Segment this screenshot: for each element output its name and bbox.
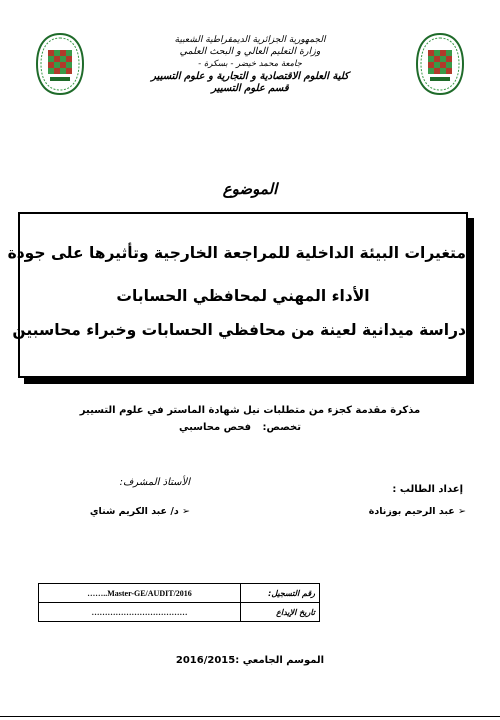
institution-header	[130, 34, 370, 95]
student-name-row	[369, 506, 466, 517]
season-value: 2016/2015:	[175, 655, 240, 666]
student-label: إعداد الطالب :	[392, 484, 463, 495]
title-line-1: متغيرات البيئة الداخلية للمراجعة الخارجية وتأثيرها على جودة	[7, 244, 466, 262]
university-emblem-icon	[35, 32, 85, 96]
faculty-line: كلية العلوم الاقتصادية و التجارية و علوم التسيير	[151, 70, 349, 82]
university-line: جامعة محمد خيضر - بسكرة -	[198, 59, 302, 70]
specialty-line	[100, 422, 380, 433]
specialty-value: فحص محاسبي	[178, 422, 252, 433]
memo-statement: مذكرة مقدمة كجزء من متطلبات نيل شهادة الماستر في علوم التسيير	[79, 405, 421, 416]
registration-table	[38, 583, 320, 622]
registration-number: ……..Master-GE/AUDIT/2016	[39, 584, 241, 603]
table-row	[39, 603, 320, 622]
season-label: الموسم الجامعي	[242, 655, 325, 666]
department-line: قسم علوم التسيير	[211, 82, 289, 94]
ministry-line: وزارة التعليم العالي و البحث العلمي	[179, 46, 321, 58]
supervisor-name-row	[90, 506, 190, 517]
supervisor-label: الأستاذ المشرف:	[119, 477, 190, 488]
table-row	[39, 584, 320, 603]
university-logo-left	[35, 32, 85, 96]
deposit-date: ………………………………	[39, 603, 241, 622]
arrow-bullet-icon: ➢	[182, 506, 190, 517]
academic-season	[150, 655, 350, 666]
page-divider	[0, 716, 500, 717]
specialty-label: تخصص:	[262, 422, 302, 433]
university-emblem-icon	[415, 32, 465, 96]
student-name: عبد الرحيم بوزنادة	[368, 506, 455, 517]
title-line-3: دراسة ميدانية لعينة من محافظي الحسابات وخبراء محاسبين	[12, 321, 466, 339]
deposit-date-label: تاريخ الإيداع	[241, 603, 320, 622]
subject-label: الموضوع	[222, 180, 278, 198]
republic-line: الجمهورية الجزائرية الديمقراطية الشعبية	[174, 35, 326, 45]
university-logo-right	[415, 32, 465, 96]
supervisor-name: د/ عبد الكريم شناي	[89, 506, 179, 517]
registration-label: رقم التسجيل:	[241, 584, 320, 603]
title-line-2: الأداء المهني لمحافظي الحسابات	[116, 287, 370, 305]
thesis-title-box	[7, 212, 468, 378]
arrow-bullet-icon: ➢	[458, 506, 466, 517]
